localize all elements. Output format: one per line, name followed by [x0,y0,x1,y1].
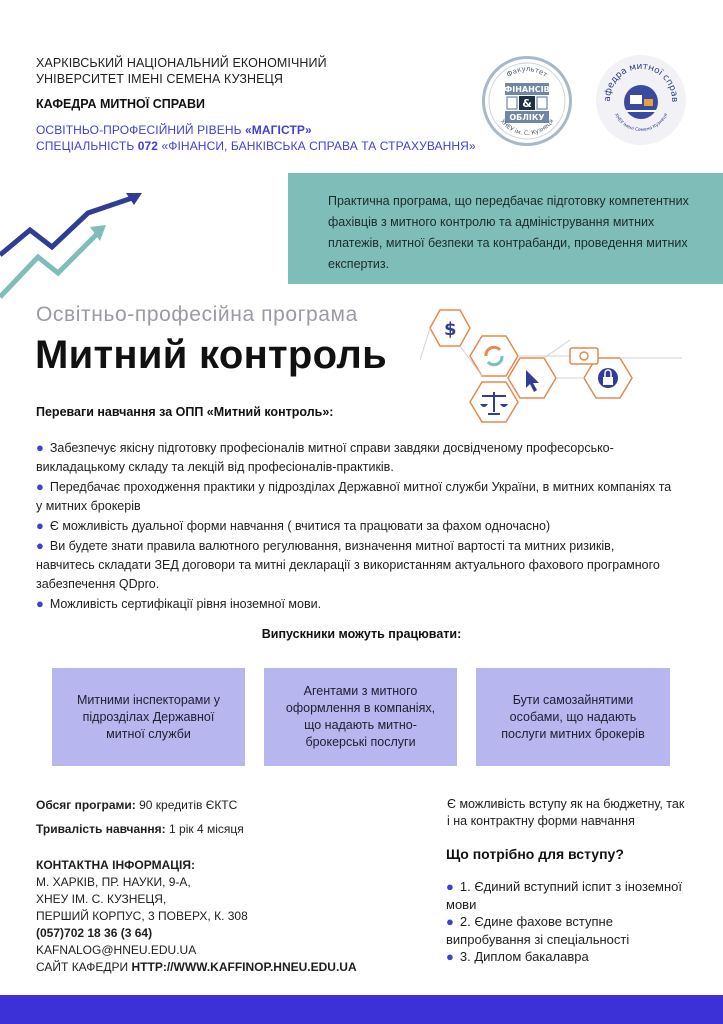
graduates-title: Випускники можуть працювати: [261,627,462,641]
program-title: Митний контроль [35,333,387,377]
duration-value: 1 рік 4 місяця [165,822,244,836]
bullet-icon: ● [36,479,44,494]
level-prefix: ОСВІТНЬО-ПРОФЕСІЙНИЙ РІВЕНЬ [36,123,245,137]
duration-label: Тривалість навчання: [36,822,166,836]
admission-note: Є можливість вступу як на бюджетну, так і на контрактну форми навчання [447,797,685,828]
volume-value: 90 кредитів ЄКТС [135,798,238,812]
department-logo-bottom-text: ХНЕУ імені Семена Кузнеця [612,112,670,134]
cursor-icon [526,370,539,392]
faculty-logo-line1: ФІНАНСІВ [504,85,550,94]
specialty-code: 072 [137,139,159,153]
contacts-email[interactable]: KAFNALOG@HNEU.EDU.UA [36,943,197,957]
level-value: «МАГІСТР» [245,123,312,137]
contacts-phone: (057)702 18 36 (3 64) [36,926,153,940]
department-name: КАФЕДРА МИТНОЇ СПРАВИ [36,97,205,111]
bullet-icon: ● [36,538,44,553]
program-level [36,122,476,154]
program-duration [36,822,244,836]
contacts-site [36,959,357,976]
faculty-logo-bottom-text: ХНЕУ ім. С. Кузнеця [498,117,556,138]
graduate-card-2: Агентами з митного оформлення в компаніях, що надають митно-брокерські послуги [264,668,457,766]
contacts-title: КОНТАКТНА ІНФОРМАЦІЯ: [36,858,195,872]
program-volume [36,798,237,812]
university-name [36,55,327,87]
growth-arrows-icon [0,185,150,305]
department-logo-top-text: афедра митної справ [602,61,680,103]
list-item: ● Можливість сертифікації рівня іноземної мови. [36,596,322,611]
intro-box: Практична програма, що передбачає підготовку компетентних фахівців з митного контролю та адміністрування митних платежів, митної безпеки та контрабанди, проведення митних експертиз. [288,173,723,284]
bullet-icon: ● [36,518,44,533]
contacts-address-2: ХНЕУ ІМ. С. КУЗНЕЦЯ, [36,892,167,906]
graduate-card-3: Бути самозайнятими особами, що надають послуги митних брокерів [476,668,670,766]
faculty-logo-amp: & [522,97,532,110]
list-item: ● Передбачає проходження практики у підрозділах Державної митної служби України, в митних компаніях та у митних брокерів [36,479,672,513]
hexagon-icons-graphic [420,300,690,430]
site-label: САЙТ КАФЕДРИ [36,960,132,974]
volume-label: Обсяг програми: [36,798,136,812]
bullet-icon: ● [446,949,454,964]
contacts-address-3: ПЕРШИЙ КОРПУС, 3 ПОВЕРХ, К. 308 [36,909,248,923]
contacts-address-1: М. ХАРКІВ, ПР. НАУКИ, 9-А, [36,875,191,889]
university-line-2: УНІВЕРСИТЕТ ІМЕНІ СЕМЕНА КУЗНЕЦЯ [36,72,284,86]
bullet-icon: ● [36,596,44,611]
bullet-icon: ● [446,879,454,894]
faculty-logo [482,56,572,146]
bullet-icon: ● [36,440,44,455]
list-item: ● 1. Єдиний вступний іспит з іноземної мови [446,879,683,912]
list-item: ● Є можливість дуальної форми навчання ( вчитися та працювати за фахом одночасно) [36,518,551,533]
department-logo-graphic [596,55,686,145]
faculty-logo-graphic [485,59,569,143]
refresh-icon [486,347,502,364]
department-logo [596,55,686,145]
list-item: ● Ви будете знати правила валютного регулювання, визначення митної вартості та митних ризиків, навчитесь складати ЗЕД договори та митні декларації з використанням актуального фахового програмного забезпечення QDpro. [36,538,660,591]
admission-list [446,878,686,966]
program-subtitle: Освітньо-професійна програма [36,303,358,326]
banknote-icon [570,348,598,364]
site-link[interactable]: HTTP://WWW.KAFFINOP.HNEU.EDU.UA [131,960,357,974]
faculty-logo-top-text: Факультет [505,64,549,79]
list-item: ● 3. Диплом бакалавра [446,949,589,964]
dollar-icon [444,319,457,340]
faculty-logo-line2: ОБЛІКУ [509,113,545,122]
list-item: ● Забезпечує якісну підготовку професіоналів митної справи завдяки досвідченому професорсько-викладацькому складу та лекцій від професіоналів-практиків. [36,440,614,474]
graduate-card-1: Митними інспекторами у підрозділах Державної митної служби [52,668,245,766]
footer-bar [0,995,723,1024]
lock-icon [598,368,618,388]
advantages-list [36,438,676,614]
svg-text:$: $ [444,319,457,340]
list-item: ● 2. Єдине фахове вступне випробування зі спеціальності [446,914,630,947]
scales-icon [480,392,508,414]
contacts-block [36,857,357,976]
advantages-title: Переваги навчання за ОПП «Митний контроль»: [36,405,334,419]
specialty-name: «ФІНАНСИ, БАНКІВСЬКА СПРАВА ТА СТРАХУВАННЯ» [158,139,476,153]
bullet-icon: ● [446,914,454,929]
university-line-1: ХАРКІВСЬКИЙ НАЦІОНАЛЬНИЙ ЕКОНОМІЧНИЙ [36,56,327,70]
specialty-prefix: СПЕЦІАЛЬНІСТЬ [36,139,138,153]
admission-title: Що потрібно для вступу? [446,846,624,862]
